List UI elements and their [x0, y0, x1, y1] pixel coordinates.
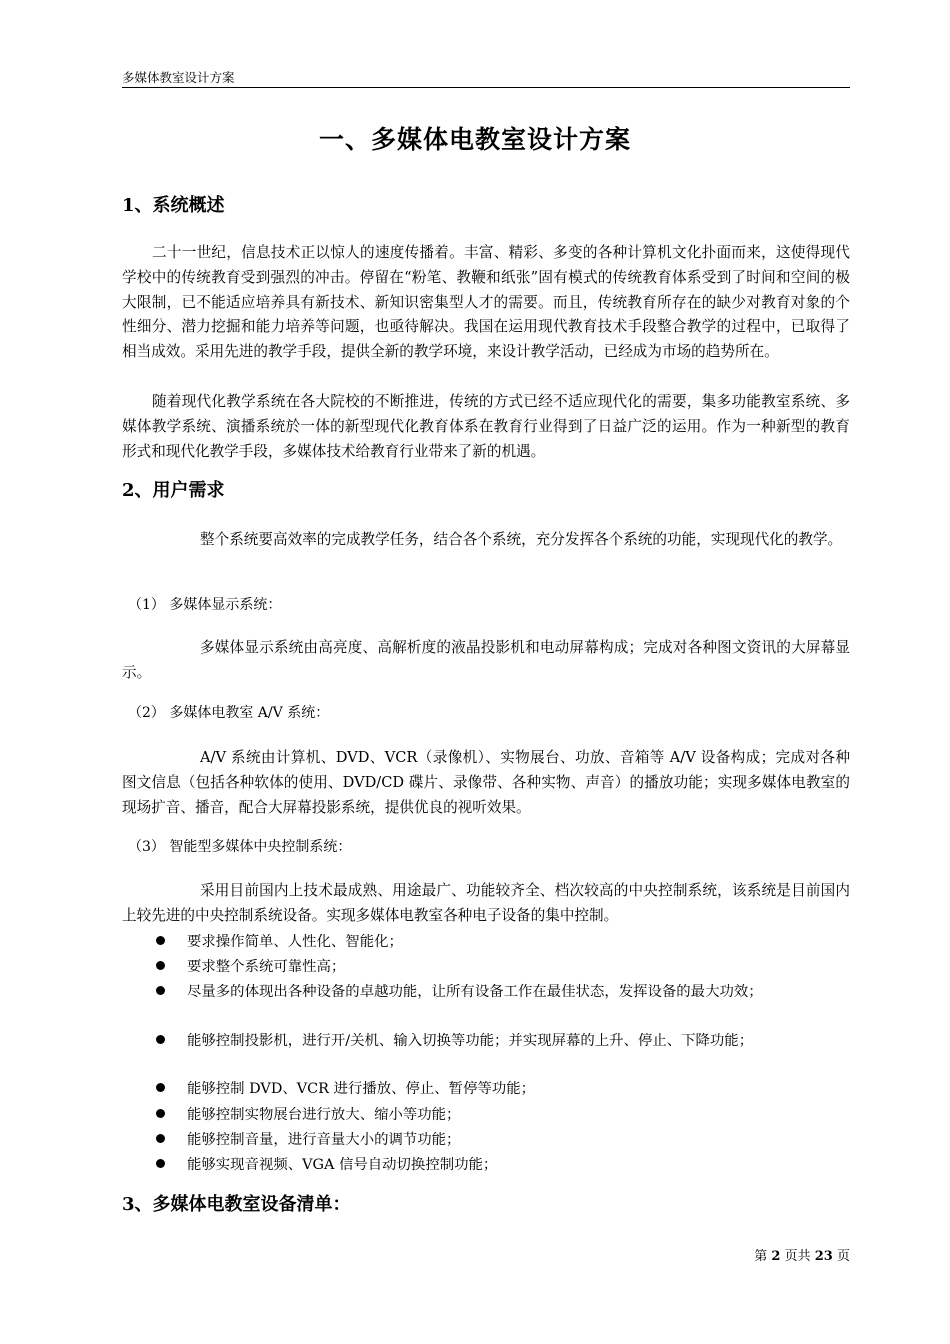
bullet-item: 尽量多的体现出各种设备的卓越功能，让所有设备工作在最佳状态，发挥设备的最大功效； [156, 981, 763, 1003]
bullet-item: 能够实现音视频、VGA 信号自动切换控制功能； [156, 1154, 497, 1176]
section-1-paragraph-2: 随着现代化教学系统在各大院校的不断推进，传统的方式已经不适应现代化的需要，集多功能教室系统、多媒体教学系统、演播系统於一体的新型现代化教育体系在教育行业得到了日益广泛的运用。作为一种新型的教育形式和现代化教学手段，多媒体技术给教育行业带来了新的机遇。 [122, 393, 850, 460]
bullet-item: 要求整个系统可靠性高； [156, 956, 345, 978]
item-3-text: 采用目前国内上技术最成熟、用途最广、功能较齐全、档次较高的中央控制系统，该系统是目前国内上较先进的中央控制系统设备。实现多媒体电教室各种电子设备的集中控制。 [122, 882, 850, 924]
bullet-dot-icon [156, 1083, 165, 1092]
bullet-dot-icon [156, 986, 165, 995]
bullet-item: 能够控制实物展台进行放大、缩小等功能； [156, 1104, 460, 1126]
item-2-label: （2） 多媒体电教室 A/V 系统： [128, 705, 330, 721]
bullet-item: 要求操作简单、人性化、智能化； [156, 931, 403, 953]
section-1-heading: 1、系统概述 [122, 195, 225, 216]
total-page-count: 23 [814, 1249, 833, 1264]
section-3-heading: 3、多媒体电教室设备清单： [122, 1194, 351, 1215]
item-2-text: A/V 系统由计算机、DVD、VCR（录像机）、实物展台、功放、音箱等 A/V 设备构成；完成对各种图文信息（包括各种软体的使用、DVD/CD 碟片、录像带、各种实物、声音）的播放功能；实现多媒体电教室的现场扩音、播音，配合大屏幕投影系统，提供优良的视听效果。 [122, 749, 850, 816]
section-2-intro: 整个系统要高效率的完成教学任务，结合各个系统，充分发挥各个系统的功能，实现现代化的教学。 [200, 531, 843, 548]
document-title: 一、多媒体电教室设计方案 [318, 125, 631, 154]
bullet-dot-icon [156, 1159, 165, 1168]
bullet-dot-icon [156, 1134, 165, 1143]
bullet-item: 能够控制投影机，进行开/关机、输入切换等功能；并实现屏幕的上升、停止、下降功能； [156, 1030, 753, 1052]
item-3-label: （3） 智能型多媒体中央控制系统： [128, 839, 352, 855]
bullet-dot-icon [156, 936, 165, 945]
bullet-dot-icon [156, 1109, 165, 1118]
current-page-number: 2 [771, 1249, 781, 1264]
page-header: 多媒体教室设计方案 [122, 70, 850, 88]
bullet-item: 能够控制音量，进行音量大小的调节功能； [156, 1129, 460, 1151]
page-footer: 第 2 页共 23 页 [754, 1249, 850, 1264]
section-1-paragraph-1: 二十一世纪，信息技术正以惊人的速度传播着。丰富、精彩、多变的各种计算机文化扑面而来，这使得现代学校中的传统教育受到强烈的冲击。停留在“粉笔、教鞭和纸张”固有模式的传统教育体系受到了时间和空间的极大限制，已不能适应培养具有新技术、新知识密集型人才的需要。而且，传统教育所存在的缺少对教育对象的个性细分、潜力挖掘和能力培养等问题，也亟待解决。我国在运用现代教育技术手段整合教学的过程中，已取得了相当成效。采用先进的教学手段，提供全新的教学环境，来设计教学活动，已经成为市场的趋势所在。 [122, 244, 850, 361]
item-1-text: 多媒体显示系统由高亮度、高解析度的液晶投影机和电动屏幕构成；完成对各种图文资讯的大屏幕显示。 [122, 639, 850, 681]
bullet-dot-icon [156, 1035, 165, 1044]
bullet-item: 能够控制 DVD、VCR 进行播放、停止、暂停等功能； [156, 1078, 535, 1100]
item-1-label: （1） 多媒体显示系统： [128, 597, 282, 613]
section-2-heading: 2、用户需求 [122, 480, 225, 501]
bullet-dot-icon [156, 961, 165, 970]
